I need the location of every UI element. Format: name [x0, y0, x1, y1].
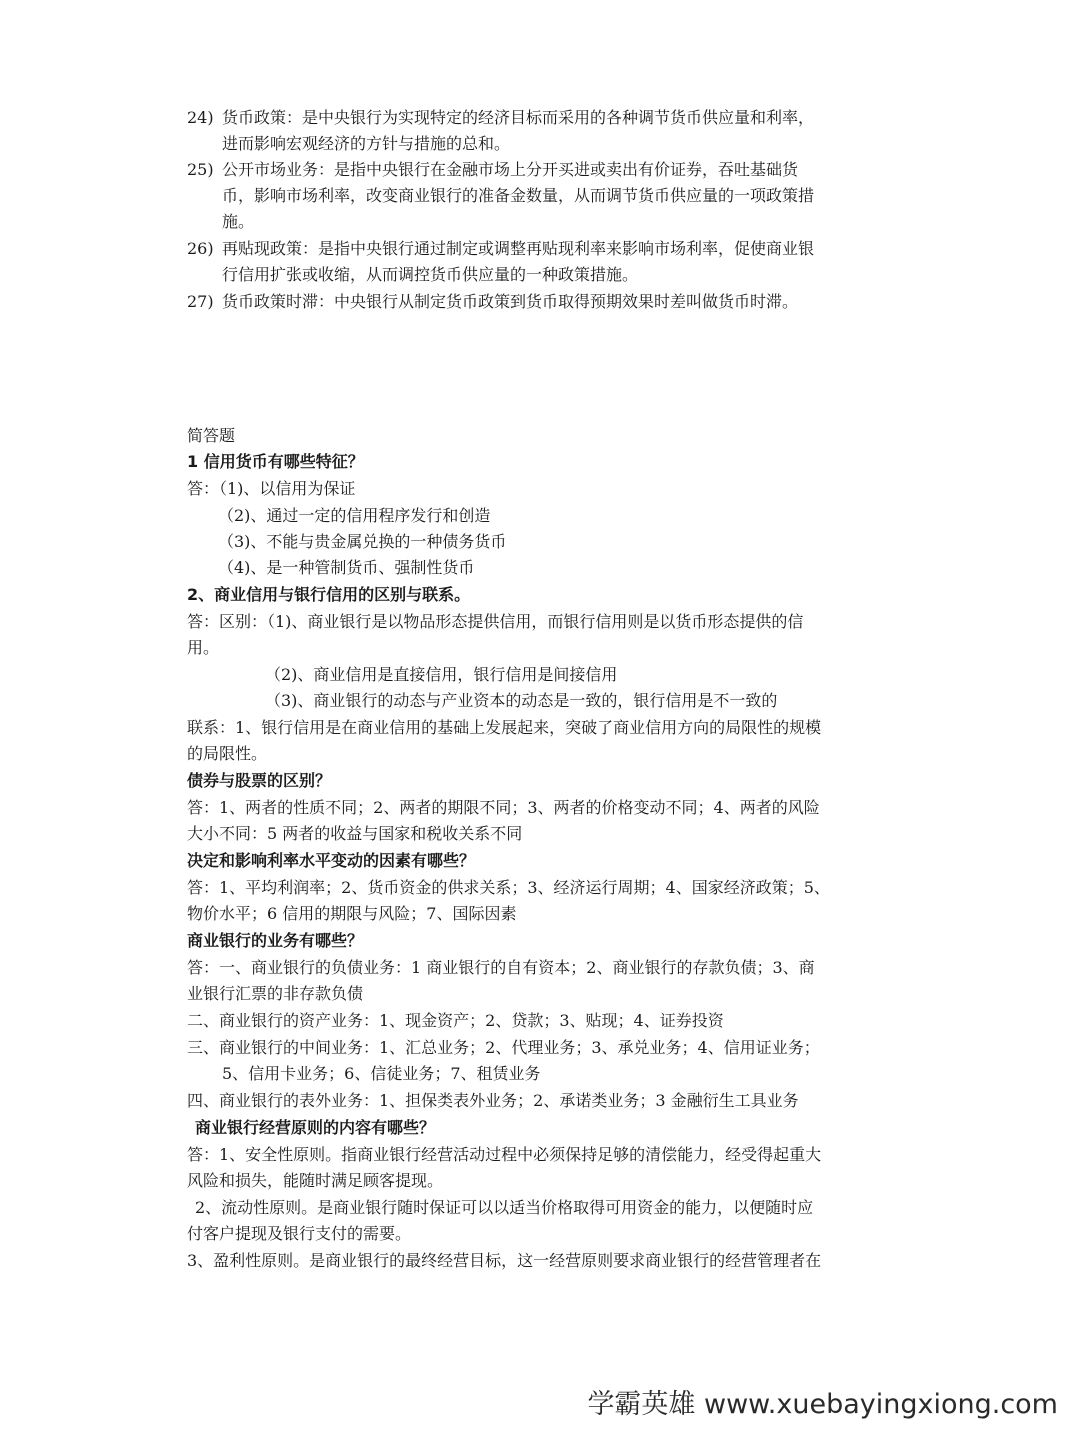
- definition-text-line: 货币政策时滞：中央银行从制定货币政策到货币取得预期效果时差叫做货币时滞。: [222, 292, 799, 311]
- answer-line: 业银行汇票的非存款负债: [187, 984, 364, 1003]
- definition-text-line: 进而影响宏观经济的方针与措施的总和。: [222, 134, 511, 153]
- answer-line: 答：一、商业银行的负债业务：1 商业银行的自有资本；2、商业银行的存款负债；3、商: [187, 958, 815, 977]
- answer-line: 2、流动性原则。是商业银行随时保证可以以适当价格取得可用资金的能力，以便随时应: [195, 1198, 814, 1217]
- definition-text-line: 币，影响市场利率，改变商业银行的准备金数量，从而调节货币供应量的一项政策措: [222, 186, 815, 205]
- answer-line: 答：1、平均利润率；2、货币资金的供求关系；3、经济运行周期；4、国家经济政策；5、: [187, 878, 830, 897]
- definition-number: 27): [187, 292, 214, 311]
- question-heading: 2、商业信用与银行信用的区别与联系。: [187, 585, 471, 604]
- question-heading: 决定和影响利率水平变动的因素有哪些？: [187, 851, 476, 870]
- answer-line: 联系：1、银行信用是在商业信用的基础上发展起来，突破了商业信用方向的局限性的规模: [187, 718, 822, 737]
- answer-line: 风险和损失，能随时满足顾客提现。: [187, 1171, 444, 1190]
- definition-number: 25): [187, 160, 214, 179]
- definition-text-line: 公开市场业务：是指中央银行在金融市场上分开买进或卖出有价证券，吞吐基础货: [222, 160, 799, 179]
- answer-line: 三、商业银行的中间业务：1、汇总业务；2、代理业务；3、承兑业务；4、信用证业务；: [187, 1038, 820, 1057]
- answer-line: （2)、商业信用是直接信用，银行信用是间接信用: [265, 665, 618, 684]
- definition-text-line: 行信用扩张或收缩，从而调控货币供应量的一种政策措施。: [222, 265, 639, 284]
- answer-line: （3)、不能与贵金属兑换的一种债务货币: [218, 532, 507, 551]
- definition-text-line: 再贴现政策：是指中央银行通过制定或调整再贴现利率来影响市场利率，促使商业银: [222, 239, 815, 258]
- answer-line: 答：1、两者的性质不同；2、两者的期限不同；3、两者的价格变动不同；4、两者的风险: [187, 798, 820, 817]
- answer-line: 3、盈利性原则。是商业银行的最终经营目标，这一经营原则要求商业银行的经营管理者在: [187, 1251, 822, 1270]
- answer-line: （3)、商业银行的动态与产业资本的动态是一致的，银行信用是不一致的: [265, 691, 778, 710]
- answer-line: 付客户提现及银行支付的需要。: [187, 1224, 412, 1243]
- answer-line: 答：（1)、以信用为保证: [187, 479, 356, 498]
- answer-line: 二、商业银行的资产业务：1、现金资产；2、贷款；3、贴现；4、证券投资: [187, 1011, 724, 1030]
- section-title: 简答题: [187, 426, 236, 445]
- answer-line: （4)、是一种管制货币、强制性货币: [218, 558, 475, 577]
- answer-line: 答：区别：（1)、商业银行是以物品形态提供信用，而银行信用则是以货币形态提供的信: [187, 612, 804, 631]
- question-heading: 1 信用货币有哪些特征？: [187, 452, 364, 471]
- answer-line: 用。: [187, 638, 220, 657]
- definition-text-line: 货币政策：是中央银行为实现特定的经济目标而采用的各种调节货币供应量和利率，: [222, 108, 815, 127]
- question-heading: 债券与股票的区别？: [187, 771, 332, 790]
- question-heading: 商业银行的业务有哪些？: [187, 931, 364, 950]
- answer-line: 物价水平；6 信用的期限与风险；7、国际因素: [187, 904, 517, 923]
- definition-number: 26): [187, 239, 214, 258]
- answer-line: 5、信用卡业务；6、信徒业务；7、租赁业务: [222, 1064, 541, 1083]
- definition-text-line: 施。: [222, 212, 255, 231]
- answer-line: 四、商业银行的表外业务：1、担保类表外业务；2、承诺类业务；3 金融衍生工具业务: [187, 1091, 799, 1110]
- answer-line: 大小不同：5 两者的收益与国家和税收关系不同: [187, 824, 523, 843]
- answer-line: 答：1、安全性原则。指商业银行经营活动过程中必须保持足够的清偿能力，经受得起重大: [187, 1145, 822, 1164]
- definition-number: 24): [187, 108, 214, 127]
- watermark: 学霸英雄 www.xuebayingxiong.com: [587, 1389, 1058, 1420]
- answer-line: （2)、通过一定的信用程序发行和创造: [218, 506, 491, 525]
- answer-line: 的局限性。: [187, 744, 268, 763]
- question-heading: 商业银行经营原则的内容有哪些？: [195, 1118, 436, 1137]
